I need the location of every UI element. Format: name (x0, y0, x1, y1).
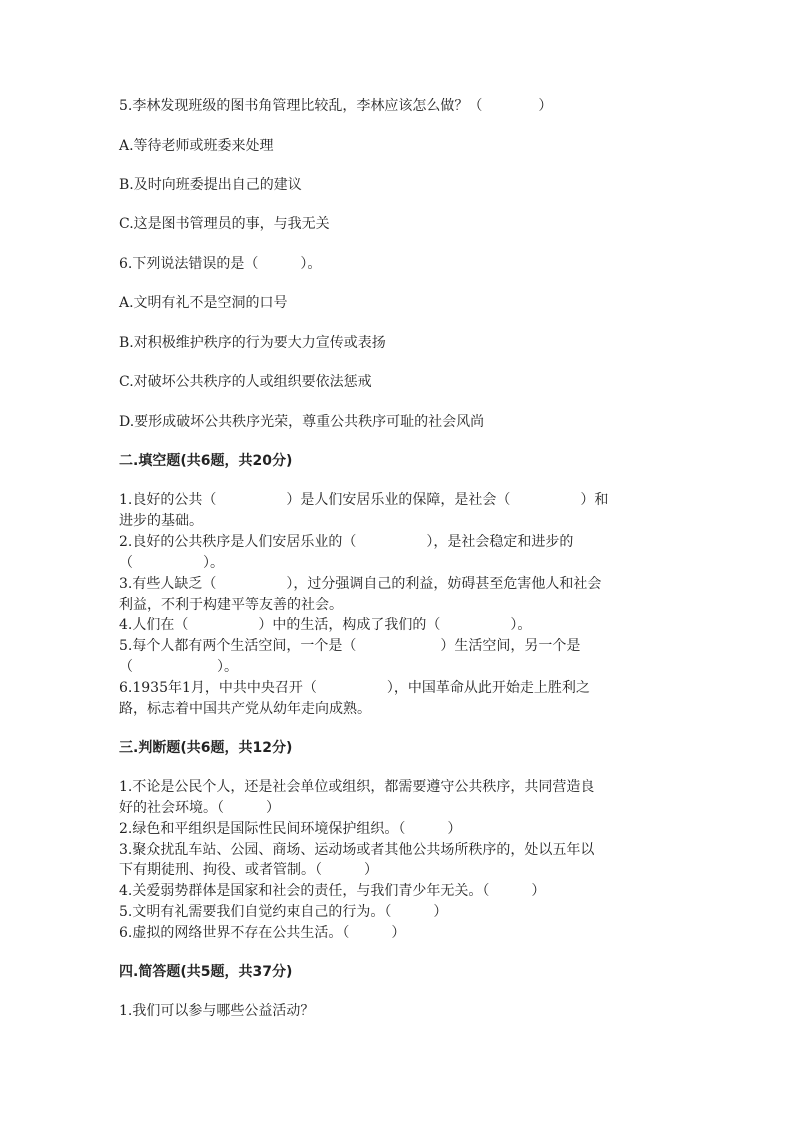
question-5-option-a: A.等待老师或班委来处理 (119, 138, 274, 154)
judge-line: 好的社会环境。（ ） (119, 800, 280, 816)
fill-blank-line: 5.每个人都有两个生活空间，一个是（ ）生活空间，另一个是 (119, 638, 581, 654)
section-4-title: 四.简答题(共5题，共37分) (119, 964, 293, 980)
fill-blank-line: 6.1935年1月，中共中央召开（ ），中国革命从此开始走上胜利之 (119, 680, 590, 696)
question-6-option-a: A.文明有礼不是空洞的口号 (119, 295, 288, 311)
question-5-option-c: C.这是图书管理员的事，与我无关 (119, 216, 330, 232)
short-answer-question: 1.我们可以参与哪些公益活动？ (119, 1003, 315, 1019)
judge-line: 6.虚拟的网络世界不存在公共生活。（ ） (119, 925, 406, 941)
question-5-stem: 5.李林发现班级的图书角管理比较乱，李林应该怎么做？（ ） (119, 98, 553, 114)
section-2-title: 二.填空题(共6题，共20分) (119, 453, 293, 469)
fill-blank-line: 4.人们在（ ）中的生活，构成了我们的（ ）。 (119, 617, 532, 633)
fill-blank-line: 1.良好的公共（ ）是人们安居乐业的保障，是社会（ ）和 (119, 492, 609, 508)
fill-blank-line: 进步的基础。 (119, 513, 203, 529)
question-6-option-b: B.对积极维护秩序的行为要大力宣传或表扬 (119, 335, 386, 351)
fill-blank-line: （ ）。 (119, 555, 224, 571)
fill-blank-line: （ ）。 (119, 659, 238, 675)
judge-line: 4.关爱弱势群体是国家和社会的责任，与我们青少年无关。（ ） (119, 883, 546, 899)
judge-line: 下有期徒刑、拘役、或者管制。（ ） (119, 862, 378, 878)
judge-line: 3.聚众扰乱车站、公园、商场、运动场或者其他公共场所秩序的，处以五年以 (119, 842, 595, 858)
fill-blank-line: 3.有些人缺乏（ ），过分强调自己的利益，妨碍甚至危害他人和社会 (119, 576, 602, 592)
question-6-option-c: C.对破坏公共秩序的人或组织要依法惩戒 (119, 374, 372, 390)
judge-line: 5.文明有礼需要我们自觉约束自己的行为。（ ） (119, 904, 448, 920)
judge-line: 1.不论是公民个人，还是社会单位或组织，都需要遵守公共秩序，共同营造良 (119, 779, 595, 795)
question-5-option-b: B.及时向班委提出自己的建议 (119, 177, 302, 193)
fill-blank-line: 利益，不利于构建平等友善的社会。 (119, 597, 343, 613)
question-6-stem: 6.下列说法错误的是（ ）。 (119, 256, 322, 272)
section-3-title: 三.判断题(共6题，共12分) (119, 740, 293, 756)
fill-blank-line: 2.良好的公共秩序是人们安居乐业的（ ），是社会稳定和进步的 (119, 534, 574, 550)
fill-blank-line: 路，标志着中国共产党从幼年走向成熟。 (119, 701, 371, 717)
question-6-option-d: D.要形成破坏公共秩序光荣，尊重公共秩序可耻的社会风尚 (119, 414, 485, 430)
judge-line: 2.绿色和平组织是国际性民间环境保护组织。（ ） (119, 821, 462, 837)
